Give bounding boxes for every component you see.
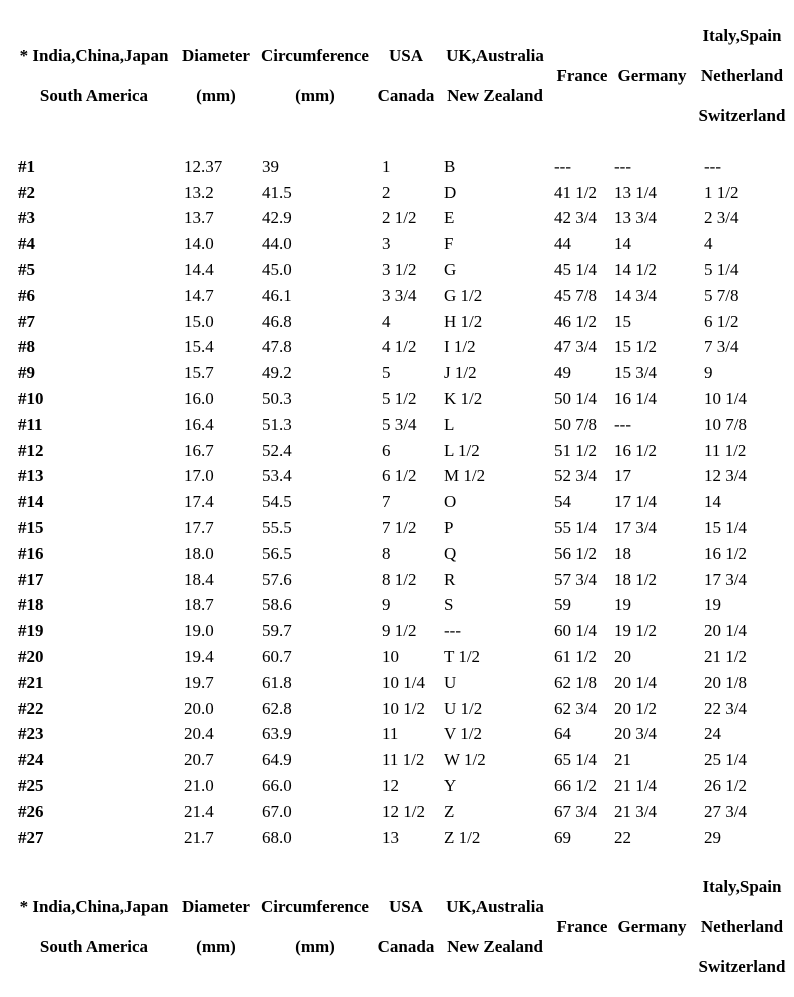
table-row <box>12 722 792 748</box>
header-circumference: Circumference (mm) <box>261 46 369 105</box>
italy-size-cell: 12 3/4 <box>704 466 747 486</box>
footer-header-india: * India,China,Japan South America <box>19 896 169 956</box>
france-size-cell: 65 1/4 <box>554 750 597 770</box>
header-india: * India,China,Japan South America <box>19 46 169 105</box>
diameter-cell: 20.7 <box>184 750 214 770</box>
diameter-cell: 20.4 <box>184 724 214 744</box>
usa-size-cell: 12 1/2 <box>382 801 425 821</box>
diameter-cell: 21.0 <box>184 776 214 796</box>
germany-size-cell: 20 1/2 <box>614 698 657 718</box>
germany-size-cell: 21 3/4 <box>614 801 657 821</box>
footer-header-uk: UK,Australia New Zealand <box>446 896 544 956</box>
size-number-cell: #21 <box>18 672 44 692</box>
size-number-cell: #15 <box>18 518 44 538</box>
circumference-cell: 42.9 <box>262 208 292 228</box>
size-number-cell: #19 <box>18 621 44 641</box>
usa-size-cell: 11 1/2 <box>382 750 425 770</box>
footer-header-diameter: Diameter (mm) <box>182 896 250 956</box>
diameter-cell: 19.4 <box>184 647 214 667</box>
germany-size-cell: 20 3/4 <box>614 724 657 744</box>
diameter-cell: 21.4 <box>184 801 214 821</box>
diameter-cell: 19.0 <box>184 621 214 641</box>
uk-size-cell: Y <box>444 776 457 796</box>
circumference-cell: 54.5 <box>262 492 292 512</box>
uk-size-cell: F <box>444 234 454 254</box>
usa-size-cell: 9 <box>382 595 391 615</box>
table-row <box>12 541 792 567</box>
table-row <box>12 464 792 490</box>
size-number-cell: #22 <box>18 698 44 718</box>
italy-size-cell: 26 1/2 <box>704 776 747 796</box>
usa-size-cell: 3 <box>382 234 391 254</box>
table-row <box>12 206 792 232</box>
uk-size-cell: K 1/2 <box>444 389 483 409</box>
germany-size-cell: 17 1/4 <box>614 492 657 512</box>
usa-size-cell: 8 <box>382 543 391 563</box>
italy-size-cell: 22 3/4 <box>704 698 747 718</box>
uk-size-cell: H 1/2 <box>444 311 483 331</box>
diameter-cell: 12.37 <box>184 156 223 176</box>
france-size-cell: 60 1/4 <box>554 621 597 641</box>
uk-size-cell: Z 1/2 <box>444 827 481 847</box>
uk-size-cell: D <box>444 182 457 202</box>
table-row <box>12 747 792 773</box>
table-row <box>12 644 792 670</box>
circumference-cell: 49.2 <box>262 363 292 383</box>
footer-header-usa: USA Canada <box>377 896 435 956</box>
size-number-cell: #9 <box>18 363 35 383</box>
france-size-cell: 69 <box>554 827 571 847</box>
uk-size-cell: J 1/2 <box>444 363 477 383</box>
usa-size-cell: 4 <box>382 311 391 331</box>
table-row <box>12 515 792 541</box>
usa-size-cell: 9 1/2 <box>382 621 417 641</box>
usa-size-cell: 1 <box>382 156 391 176</box>
usa-size-cell: 8 1/2 <box>382 569 417 589</box>
table-row <box>12 386 792 412</box>
circumference-cell: 67.0 <box>262 801 292 821</box>
diameter-cell: 16.7 <box>184 440 214 460</box>
germany-size-cell: 16 1/4 <box>614 389 657 409</box>
table-row <box>12 257 792 283</box>
table-body <box>12 146 792 851</box>
germany-size-cell: 13 3/4 <box>614 208 657 228</box>
diameter-cell: 19.7 <box>184 672 214 692</box>
table-row <box>12 696 792 722</box>
size-number-cell: #12 <box>18 440 44 460</box>
table-row <box>12 180 792 206</box>
germany-size-cell: 19 <box>614 595 631 615</box>
header-uk: UK,Australia New Zealand <box>446 46 544 105</box>
germany-size-cell: 18 <box>614 543 631 563</box>
france-size-cell: 54 <box>554 492 571 512</box>
italy-size-cell: 14 <box>704 492 721 512</box>
circumference-cell: 44.0 <box>262 234 292 254</box>
usa-size-cell: 5 <box>382 363 391 383</box>
usa-size-cell: 10 1/4 <box>382 672 425 692</box>
circumference-cell: 68.0 <box>262 827 292 847</box>
uk-size-cell: E <box>444 208 455 228</box>
size-number-cell: #3 <box>18 208 35 228</box>
circumference-cell: 60.7 <box>262 647 292 667</box>
uk-size-cell: L <box>444 414 455 434</box>
france-size-cell: 55 1/4 <box>554 518 597 538</box>
italy-size-cell: 17 3/4 <box>704 569 747 589</box>
diameter-cell: 16.4 <box>184 414 214 434</box>
size-number-cell: #2 <box>18 182 35 202</box>
uk-size-cell: --- <box>444 621 461 641</box>
france-size-cell: 42 3/4 <box>554 208 597 228</box>
usa-size-cell: 2 <box>382 182 391 202</box>
header-france: France <box>556 66 608 85</box>
france-size-cell: 57 3/4 <box>554 569 597 589</box>
size-number-cell: #1 <box>18 156 35 176</box>
uk-size-cell: G <box>444 260 457 280</box>
diameter-cell: 20.0 <box>184 698 214 718</box>
usa-size-cell: 3 1/2 <box>382 260 417 280</box>
circumference-cell: 53.4 <box>262 466 292 486</box>
uk-size-cell: R <box>444 569 456 589</box>
uk-size-cell: W 1/2 <box>444 750 486 770</box>
circumference-cell: 66.0 <box>262 776 292 796</box>
germany-size-cell: 19 1/2 <box>614 621 657 641</box>
table-row <box>12 231 792 257</box>
diameter-cell: 17.7 <box>184 518 214 538</box>
diameter-cell: 13.7 <box>184 208 214 228</box>
germany-size-cell: 14 3/4 <box>614 285 657 305</box>
usa-size-cell: 6 1/2 <box>382 466 417 486</box>
france-size-cell: 50 1/4 <box>554 389 597 409</box>
table-row <box>12 773 792 799</box>
germany-size-cell: 21 1/4 <box>614 776 657 796</box>
germany-size-cell: 15 <box>614 311 631 331</box>
italy-size-cell: 24 <box>704 724 721 744</box>
germany-size-cell: 21 <box>614 750 631 770</box>
italy-size-cell: --- <box>704 156 721 176</box>
table-row <box>12 309 792 335</box>
circumference-cell: 58.6 <box>262 595 292 615</box>
france-size-cell: 51 1/2 <box>554 440 597 460</box>
diameter-cell: 14.7 <box>184 285 214 305</box>
circumference-cell: 41.5 <box>262 182 292 202</box>
uk-size-cell: T 1/2 <box>444 647 481 667</box>
circumference-cell: 55.5 <box>262 518 292 538</box>
diameter-cell: 17.0 <box>184 466 214 486</box>
circumference-cell: 52.4 <box>262 440 292 460</box>
uk-size-cell: Q <box>444 543 457 563</box>
usa-size-cell: 13 <box>382 827 399 847</box>
germany-size-cell: --- <box>614 156 631 176</box>
usa-size-cell: 7 <box>382 492 391 512</box>
france-size-cell: 62 1/8 <box>554 672 597 692</box>
italy-size-cell: 1 1/2 <box>704 182 739 202</box>
uk-size-cell: O <box>444 492 457 512</box>
diameter-cell: 15.7 <box>184 363 214 383</box>
usa-size-cell: 7 1/2 <box>382 518 417 538</box>
italy-size-cell: 10 1/4 <box>704 389 747 409</box>
footer-header-germany: Germany <box>617 916 687 936</box>
usa-size-cell: 4 1/2 <box>382 337 417 357</box>
germany-size-cell: 22 <box>614 827 631 847</box>
size-number-cell: #24 <box>18 750 44 770</box>
uk-size-cell: I 1/2 <box>444 337 476 357</box>
uk-size-cell: S <box>444 595 454 615</box>
france-size-cell: 59 <box>554 595 571 615</box>
italy-size-cell: 15 1/4 <box>704 518 747 538</box>
table-row <box>12 146 792 180</box>
table-row <box>12 360 792 386</box>
uk-size-cell: U <box>444 672 457 692</box>
france-size-cell: 45 7/8 <box>554 285 597 305</box>
italy-size-cell: 19 <box>704 595 721 615</box>
diameter-cell: 18.7 <box>184 595 214 615</box>
germany-size-cell: 14 1/2 <box>614 260 657 280</box>
germany-size-cell: 16 1/2 <box>614 440 657 460</box>
diameter-cell: 21.7 <box>184 827 214 847</box>
circumference-cell: 51.3 <box>262 414 292 434</box>
germany-size-cell: 13 1/4 <box>614 182 657 202</box>
germany-size-cell: 18 1/2 <box>614 569 657 589</box>
france-size-cell: --- <box>554 156 571 176</box>
italy-size-cell: 11 1/2 <box>704 440 747 460</box>
circumference-cell: 61.8 <box>262 672 292 692</box>
header-germany: Germany <box>617 66 687 85</box>
france-size-cell: 56 1/2 <box>554 543 597 563</box>
uk-size-cell: G 1/2 <box>444 285 483 305</box>
table-row <box>12 593 792 619</box>
france-size-cell: 49 <box>554 363 571 383</box>
size-number-cell: #16 <box>18 543 44 563</box>
table-row <box>12 489 792 515</box>
size-number-cell: #4 <box>18 234 35 254</box>
diameter-cell: 14.0 <box>184 234 214 254</box>
usa-size-cell: 6 <box>382 440 391 460</box>
table-row <box>12 618 792 644</box>
france-size-cell: 61 1/2 <box>554 647 597 667</box>
circumference-cell: 46.8 <box>262 311 292 331</box>
usa-size-cell: 5 1/2 <box>382 389 417 409</box>
italy-size-cell: 7 3/4 <box>704 337 739 357</box>
usa-size-cell: 10 1/2 <box>382 698 425 718</box>
diameter-cell: 18.4 <box>184 569 214 589</box>
size-number-cell: #17 <box>18 569 44 589</box>
italy-size-cell: 6 1/2 <box>704 311 739 331</box>
size-number-cell: #14 <box>18 492 44 512</box>
italy-size-cell: 29 <box>704 827 721 847</box>
diameter-cell: 16.0 <box>184 389 214 409</box>
diameter-cell: 13.2 <box>184 182 214 202</box>
diameter-cell: 17.4 <box>184 492 214 512</box>
table-row <box>12 567 792 593</box>
header-diameter: Diameter (mm) <box>182 46 250 105</box>
circumference-cell: 57.6 <box>262 569 292 589</box>
italy-size-cell: 20 1/4 <box>704 621 747 641</box>
italy-size-cell: 5 1/4 <box>704 260 739 280</box>
germany-size-cell: 14 <box>614 234 631 254</box>
diameter-cell: 14.4 <box>184 260 214 280</box>
italy-size-cell: 27 3/4 <box>704 801 747 821</box>
circumference-cell: 64.9 <box>262 750 292 770</box>
footer-header-france: France <box>556 916 608 936</box>
table-header-top <box>12 6 792 146</box>
table-row <box>12 335 792 361</box>
france-size-cell: 44 <box>554 234 571 254</box>
footer-header-circumference: Circumference (mm) <box>261 896 369 956</box>
uk-size-cell: V 1/2 <box>444 724 482 744</box>
germany-size-cell: --- <box>614 414 631 434</box>
germany-size-cell: 17 <box>614 466 631 486</box>
germany-size-cell: 15 1/2 <box>614 337 657 357</box>
usa-size-cell: 3 3/4 <box>382 285 417 305</box>
table-row <box>12 825 792 851</box>
size-number-cell: #23 <box>18 724 44 744</box>
france-size-cell: 47 3/4 <box>554 337 597 357</box>
italy-size-cell: 5 7/8 <box>704 285 739 305</box>
circumference-cell: 63.9 <box>262 724 292 744</box>
diameter-cell: 18.0 <box>184 543 214 563</box>
header-italy: Italy,Spain Netherland Switzerland <box>698 26 786 125</box>
france-size-cell: 50 7/8 <box>554 414 597 434</box>
germany-size-cell: 20 <box>614 647 631 667</box>
usa-size-cell: 5 3/4 <box>382 414 417 434</box>
table-row <box>12 412 792 438</box>
usa-size-cell: 11 <box>382 724 399 744</box>
size-number-cell: #26 <box>18 801 44 821</box>
france-size-cell: 62 3/4 <box>554 698 597 718</box>
header-usa: USA Canada <box>377 46 435 105</box>
circumference-cell: 50.3 <box>262 389 292 409</box>
table-row <box>12 438 792 464</box>
uk-size-cell: B <box>444 156 456 176</box>
size-number-cell: #8 <box>18 337 35 357</box>
table-row <box>12 283 792 309</box>
size-number-cell: #6 <box>18 285 35 305</box>
size-number-cell: #11 <box>18 414 43 434</box>
table-row <box>12 799 792 825</box>
france-size-cell: 66 1/2 <box>554 776 597 796</box>
circumference-cell: 39 <box>262 156 279 176</box>
size-number-cell: #7 <box>18 311 35 331</box>
size-number-cell: #13 <box>18 466 44 486</box>
italy-size-cell: 4 <box>704 234 713 254</box>
italy-size-cell: 9 <box>704 363 713 383</box>
size-number-cell: #25 <box>18 776 44 796</box>
france-size-cell: 45 1/4 <box>554 260 597 280</box>
france-size-cell: 67 3/4 <box>554 801 597 821</box>
diameter-cell: 15.4 <box>184 337 214 357</box>
usa-size-cell: 12 <box>382 776 399 796</box>
uk-size-cell: L 1/2 <box>444 440 480 460</box>
size-number-cell: #10 <box>18 389 44 409</box>
usa-size-cell: 2 1/2 <box>382 208 417 228</box>
diameter-cell: 15.0 <box>184 311 214 331</box>
uk-size-cell: M 1/2 <box>444 466 486 486</box>
size-number-cell: #27 <box>18 827 44 847</box>
table-row <box>12 670 792 696</box>
germany-size-cell: 20 1/4 <box>614 672 657 692</box>
footer-header-italy: Italy,Spain Netherland Switzerland <box>698 876 786 976</box>
ring-size-table <box>12 6 792 997</box>
circumference-cell: 46.1 <box>262 285 292 305</box>
italy-size-cell: 21 1/2 <box>704 647 747 667</box>
germany-size-cell: 17 3/4 <box>614 518 657 538</box>
size-number-cell: #20 <box>18 647 44 667</box>
uk-size-cell: Z <box>444 801 455 821</box>
circumference-cell: 62.8 <box>262 698 292 718</box>
italy-size-cell: 16 1/2 <box>704 543 747 563</box>
italy-size-cell: 25 1/4 <box>704 750 747 770</box>
france-size-cell: 64 <box>554 724 571 744</box>
size-number-cell: #5 <box>18 260 35 280</box>
size-number-cell: #18 <box>18 595 44 615</box>
france-size-cell: 46 1/2 <box>554 311 597 331</box>
italy-size-cell: 2 3/4 <box>704 208 739 228</box>
italy-size-cell: 20 1/8 <box>704 672 747 692</box>
france-size-cell: 52 3/4 <box>554 466 597 486</box>
circumference-cell: 45.0 <box>262 260 292 280</box>
uk-size-cell: P <box>444 518 454 538</box>
table-header-bottom <box>12 851 792 997</box>
circumference-cell: 59.7 <box>262 621 292 641</box>
italy-size-cell: 10 7/8 <box>704 414 747 434</box>
france-size-cell: 41 1/2 <box>554 182 597 202</box>
uk-size-cell: U 1/2 <box>444 698 483 718</box>
circumference-cell: 47.8 <box>262 337 292 357</box>
germany-size-cell: 15 3/4 <box>614 363 657 383</box>
usa-size-cell: 10 <box>382 647 399 667</box>
circumference-cell: 56.5 <box>262 543 292 563</box>
